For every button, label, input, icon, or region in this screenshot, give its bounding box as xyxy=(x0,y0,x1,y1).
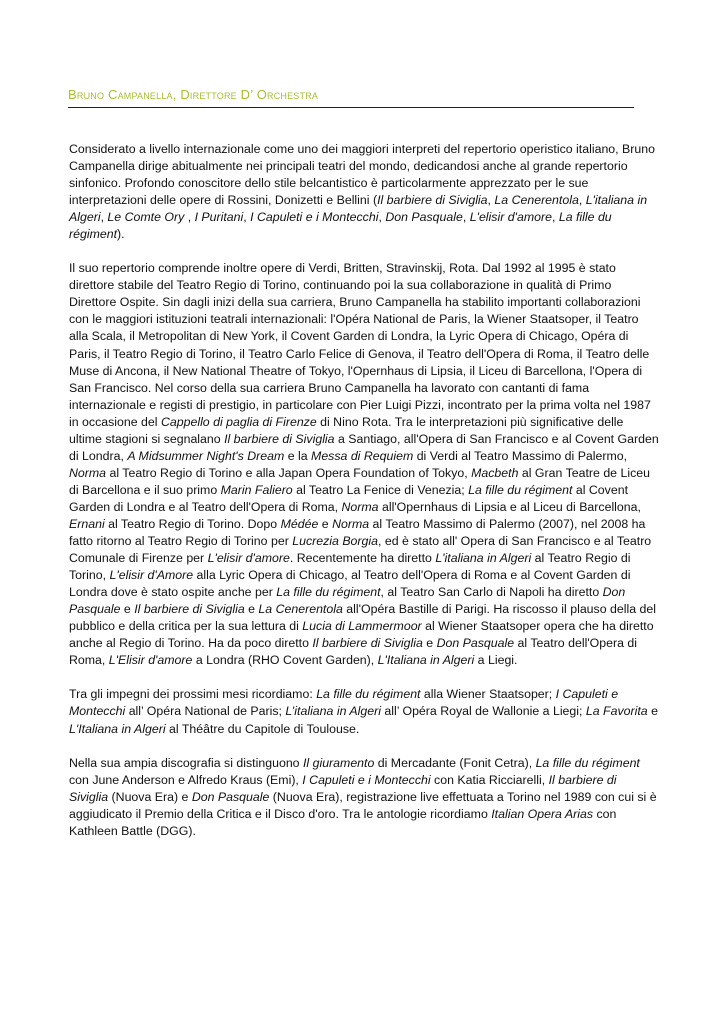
text-run: al Gran Teatre de Liceu di Barcellona e il suo primo xyxy=(69,465,650,497)
work-title: Marin Faliero xyxy=(220,482,293,497)
text-run: al Teatro La Fenice di Venezia; xyxy=(292,482,469,497)
work-title: Il barbiere di Siviglia xyxy=(69,772,617,804)
work-title: Messa di Requiem xyxy=(311,448,414,463)
text-run: e xyxy=(244,602,259,617)
work-title: Il giuramento xyxy=(302,755,375,770)
text-run: Nella sua ampia discografia si distinguono xyxy=(69,755,303,770)
text-run: di Nino Rota. Tra le interpretazioni più significative delle ultime stagioni si segnalano xyxy=(69,414,624,446)
text-run: a Santiago, all'Opera di San Francisco e al Covent Garden di Londra, xyxy=(69,431,659,463)
work-title: Don Pasquale xyxy=(69,585,626,617)
text-run: , xyxy=(578,193,586,208)
work-title: Il barbiere di Siviglia xyxy=(377,193,488,208)
work-title: Lucrezia Borgia xyxy=(292,534,379,549)
work-title: La fille du régiment xyxy=(535,755,640,770)
work-title: Le Comte Ory xyxy=(107,210,185,225)
work-title: Il barbiere di Siviglia xyxy=(134,602,245,617)
work-title: La Favorita xyxy=(585,704,648,719)
work-title: A Midsummer Night's Dream xyxy=(127,448,285,463)
work-title: Ernani xyxy=(69,516,105,531)
paragraph xyxy=(69,141,659,243)
text-run: a Londra (RHO Covent Garden), xyxy=(192,653,378,668)
text-run: , ed è stato all' Opera di San Francisco e al Teatro Comunale di Firenze per xyxy=(69,534,652,566)
work-title: La Cenerentola xyxy=(258,602,343,617)
work-title: L'Elisir d'amore xyxy=(108,653,193,668)
text-run: alla Lyric Opera di Chicago, al Teatro dell'Opera di Roma e al Covent Garden di Londra dove è stato ospite anche per xyxy=(69,568,631,600)
text-run: al Théâtre du Capitole di Toulouse. xyxy=(165,721,360,736)
text-run: Considerato a livello internazionale come uno dei maggiori interpreti del repertorio operistico italiano, Bruno Campanella dirige abitualmente nei principali teatri del mondo, dedicandosi anche al grande repertorio sinfonico. Profondo conoscitore dello stile belcantistico è particolarmente apprezzato per le sue interpretazioni delle opere di Rossini, Donizetti e Bellini ( xyxy=(69,142,655,208)
text-run: , xyxy=(243,210,251,225)
document-body xyxy=(69,141,659,857)
work-title: Don Pasquale xyxy=(436,636,515,651)
work-title: La fille du régiment xyxy=(276,585,381,600)
text-run: , xyxy=(378,210,386,225)
title-underline xyxy=(68,107,634,108)
text-run: con Kathleen Battle (DGG). xyxy=(69,806,617,838)
paragraph xyxy=(69,755,659,840)
work-title: Don Pasquale xyxy=(385,210,463,225)
text-run: , xyxy=(100,210,108,225)
work-title: Il barbiere di Siviglia xyxy=(312,636,423,651)
work-title: I Capuleti e i Montecchi xyxy=(250,210,379,225)
text-run: , xyxy=(462,210,470,225)
text-run: di Mercadante (Fonit Cetra), xyxy=(374,755,536,770)
work-title: L'Italiana in Algeri xyxy=(69,721,166,736)
text-run: di Verdi al Teatro Massimo di Palermo, xyxy=(413,448,628,463)
work-title: La fille du régiment xyxy=(468,482,573,497)
work-title: Norma xyxy=(341,499,379,514)
text-run: , xyxy=(184,210,195,225)
text-run: all'Opernhaus di Lipsia e al Liceu di Barcellona, xyxy=(378,499,641,514)
text-run: con June Anderson e Alfredo Kraus (Emi), xyxy=(69,772,303,787)
text-run: (Nuova Era), registrazione live effettuata a Torino nel 1989 con cui si è aggiudicato il Premio della Critica e il Disco d'oro. Tra le antologie ricordiamo xyxy=(69,789,657,821)
text-run: all’ Opéra Royal de Wallonie a Liegi; xyxy=(380,704,586,719)
work-title: L'italiana in Algeri xyxy=(69,193,648,225)
work-title: La fille du régiment xyxy=(69,210,612,242)
text-run: e xyxy=(647,704,658,719)
page-title: Bruno Campanella, Direttore D’ Orchestra xyxy=(68,87,319,102)
text-run: al Teatro Regio di Torino. Dopo xyxy=(104,516,281,531)
text-run: con Katia Ricciarelli, xyxy=(430,772,549,787)
work-title: L'elisir d'Amore xyxy=(109,568,194,583)
text-run: all'Opéra Bastille di Parigi. Ha riscosso il plauso della del pubblico e della critica per la sua lettura di xyxy=(69,602,657,634)
text-run: al Teatro Regio di Torino, xyxy=(69,551,631,583)
text-run: al Covent Garden di Londra e al Teatro dell'Opera di Roma, xyxy=(69,482,628,514)
work-title: La fille du régiment xyxy=(316,687,421,702)
work-title: Médée xyxy=(280,516,319,531)
text-run: alla Wiener Staatsoper; xyxy=(420,687,556,702)
text-run: a Liegi. xyxy=(474,653,518,668)
text-run: e xyxy=(318,516,333,531)
work-title: I Capuleti e Montecchi xyxy=(69,687,619,719)
text-run: al Wiener Staatsoper opera che ha diretto anche al Regio di Torino. Ha da poco diretto xyxy=(69,619,654,651)
text-run: al Teatro Regio di Torino e alla Japan Opera Foundation of Tokyo, xyxy=(106,465,472,480)
work-title: Norma xyxy=(69,465,107,480)
paragraph xyxy=(69,686,659,737)
text-run: , xyxy=(487,193,495,208)
work-title: I Capuleti e i Montecchi xyxy=(302,772,431,787)
work-title: La Cenerentola xyxy=(494,193,579,208)
work-title: Italian Opera Arias xyxy=(491,806,594,821)
text-run: (Nuova Era) e xyxy=(108,789,192,804)
text-run: al Teatro dell'Opera di Roma, xyxy=(69,636,638,668)
text-run: Tra gli impegni dei prossimi mesi ricordiamo: xyxy=(69,687,317,702)
work-title: L'elisir d'amore xyxy=(207,551,290,566)
text-run: , xyxy=(551,210,559,225)
work-title: Macbeth xyxy=(471,465,519,480)
work-title: Lucia di Lammermoor xyxy=(302,619,422,634)
work-title: I Puritani xyxy=(194,210,244,225)
text-run: al Teatro Massimo di Palermo (2007), nel 2008 ha fatto ritorno al Teatro Regio di Torino per xyxy=(69,516,646,549)
text-run: . Recentemente ha diretto xyxy=(289,551,436,566)
paragraph xyxy=(69,260,659,669)
work-title: L'italiana in Algeri xyxy=(435,551,532,566)
work-title: L'Italiana in Algeri xyxy=(377,653,475,668)
text-run: ). xyxy=(117,227,125,242)
work-title: Il barbiere di Siviglia xyxy=(224,431,335,446)
work-title: L'elisir d'amore xyxy=(469,210,552,225)
work-title: Cappello di paglia di Firenze xyxy=(160,414,317,429)
work-title: Norma xyxy=(332,516,370,531)
text-run: e la xyxy=(284,448,312,463)
work-title: L’italiana in Algeri xyxy=(285,704,381,719)
text-run: , al Teatro San Carlo di Napoli ha diretto xyxy=(380,585,603,600)
text-run: all’ Opéra National de Paris; xyxy=(125,704,286,719)
text-run: e xyxy=(120,602,135,617)
work-title: Don Pasquale xyxy=(191,789,270,804)
text-run: e xyxy=(422,636,437,651)
text-run: Il suo repertorio comprende inoltre opere di Verdi, Britten, Stravinskij, Rota. Dal 1992 al 1995 è stato direttore stabile del Teatro Regio di Torino, continuando poi la sua collaborazione in qualità di Primo Direttore Ospite. Sin dagli inizi della sua carriera, Bruno Campanella ha stabilito importanti collaborazioni con le maggiori istituzioni teatrali internazionali: l'Opéra National de Paris, la Wiener Staatsoper, il Teatro alla Scala, il Metropolitan di New York, il Covent Garden di Londra, la Lyric Opera di Chicago, Opéra di Paris, il Teatro Regio di Torino, il Teatro Carlo Felice di Genova, il Teatro dell'Opera di Roma, il Teatro delle Muse di Ancona, il New National Theatre of Tokyo, l'Opernhaus di Lipsia, il Liceu di Barcellona, l'Opera di San Francisco. Nel corso della sua carriera Bruno Campanella ha lavorato con cantanti di fama internazionale e registi di prestigio, in particolare con Pier Luigi Pizzi, incontrato per la prima volta nel 1987 in occasione del xyxy=(69,261,651,429)
